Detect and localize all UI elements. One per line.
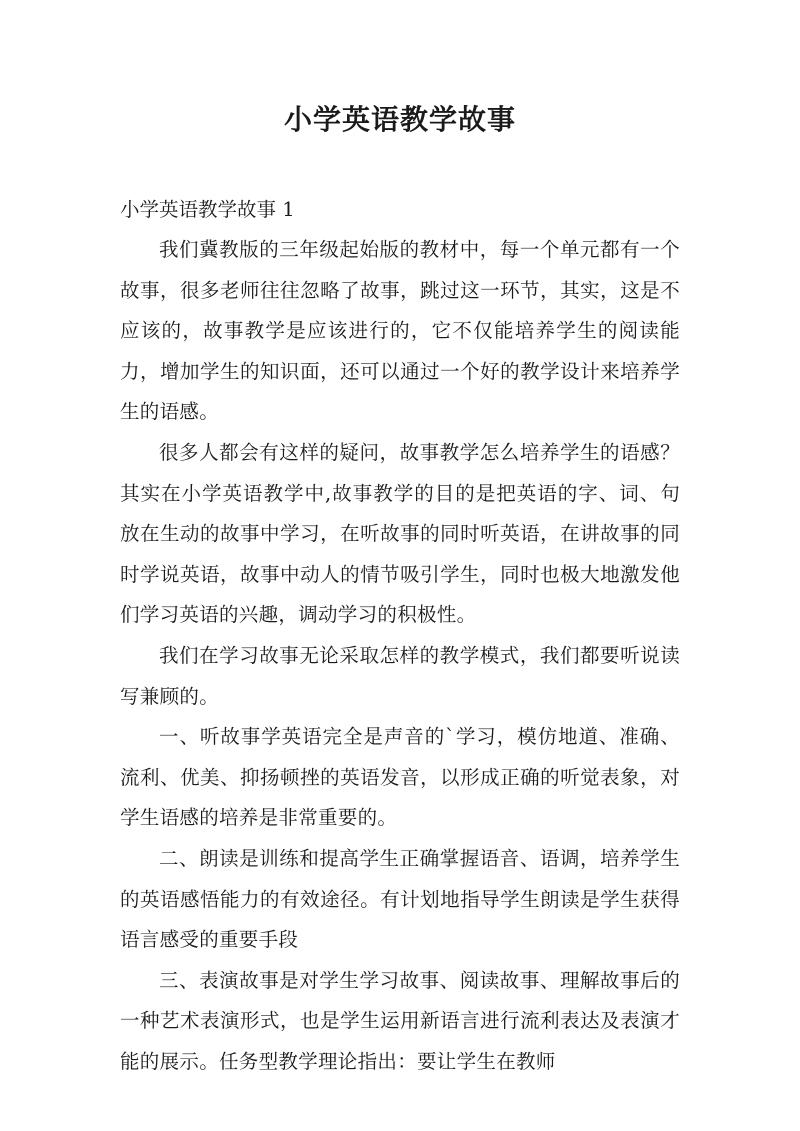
paragraph-4: 一、听故事学英语完全是声音的`学习，模仿地道、准确、流利、优美、抑扬顿挫的英语发音，以形成正确的听觉表象，对学生语感的培养是非常重要的。 (120, 725, 680, 830)
paragraph-1: 我们冀教版的三年级起始版的教材中，每一个单元都有一个故事，很多老师往往忽略了故事，跳过这一环节，其实，这是不应该的，故事教学是应该进行的，它不仅能培养学生的阅读能力，增加学生的知识面，还可以通过一个好的教学设计来培养学生的语感。 (120, 238, 680, 424)
paragraph-2: 很多人都会有这样的疑问，故事教学怎么培养学生的语感？其实在小学英语教学中,故事教学的目的是把英语的字、词、句放在生动的故事中学习，在听故事的同时听英语，在讲故事的同时学说英语，故事中动人的情节吸引学生，同时也极大地激发他们学习英语的兴趣，调动学习的积极性。 (120, 440, 680, 627)
section-heading: 小学英语教学故事 1 (120, 198, 295, 221)
document-title: 小学英语教学故事 (283, 103, 516, 136)
paragraph-5: 二、朗读是训练和提高学生正确掌握语音、语调，培养学生的英语感悟能力的有效途径。有计划地指导学生朗读是学生获得语言感受的重要手段 (120, 846, 680, 952)
document-page (120, 0, 680, 1082)
paragraph-6: 三、表演故事是对学生学习故事、阅读故事、理解故事后的一种艺术表演形式，也是学生运用新语言进行流利表达及表演才能的展示。任务型教学理论指出：要让学生在教师 (120, 968, 680, 1073)
paragraph-3: 我们在学习故事无论采取怎样的教学模式，我们都要听说读写兼顾的。 (120, 643, 680, 708)
